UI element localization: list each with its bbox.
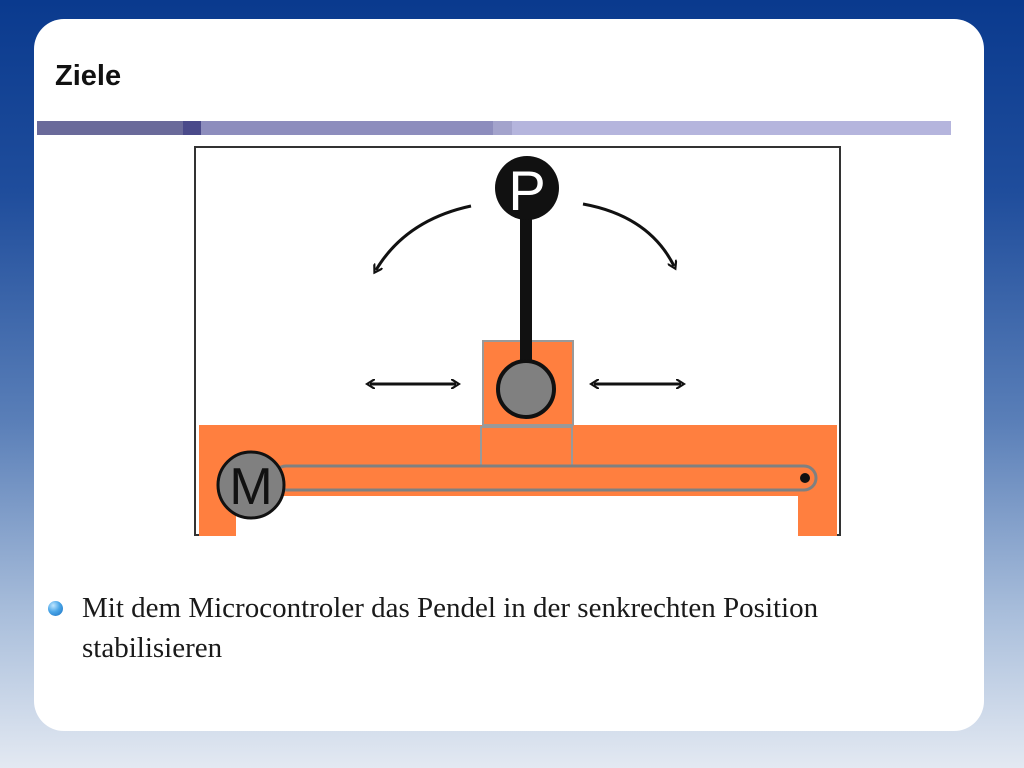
belt-rail bbox=[274, 466, 816, 490]
slide-title: Ziele bbox=[55, 60, 122, 92]
list-item bbox=[44, 588, 964, 668]
belt-end-pulley bbox=[800, 473, 810, 483]
motor bbox=[218, 452, 284, 518]
pendulum-label: P bbox=[508, 159, 546, 222]
motor-label: M bbox=[229, 458, 273, 516]
pendulum-axle bbox=[498, 361, 554, 417]
bullet-list bbox=[44, 588, 964, 668]
title-underline-bar bbox=[37, 121, 951, 135]
title-bar-segment bbox=[37, 121, 183, 135]
pendulum-rod bbox=[520, 204, 532, 382]
inverted-pendulum-diagram bbox=[194, 146, 842, 536]
title-bar-segment bbox=[493, 121, 512, 135]
title-bar-segment bbox=[183, 121, 201, 135]
title-bar-segment bbox=[201, 121, 493, 135]
bullet-text: Mit dem Microcontroler das Pendel in der senkrechten Position stabilisieren bbox=[82, 592, 819, 664]
bullet-dot-icon bbox=[48, 601, 63, 616]
title-bar-segment bbox=[512, 121, 951, 135]
